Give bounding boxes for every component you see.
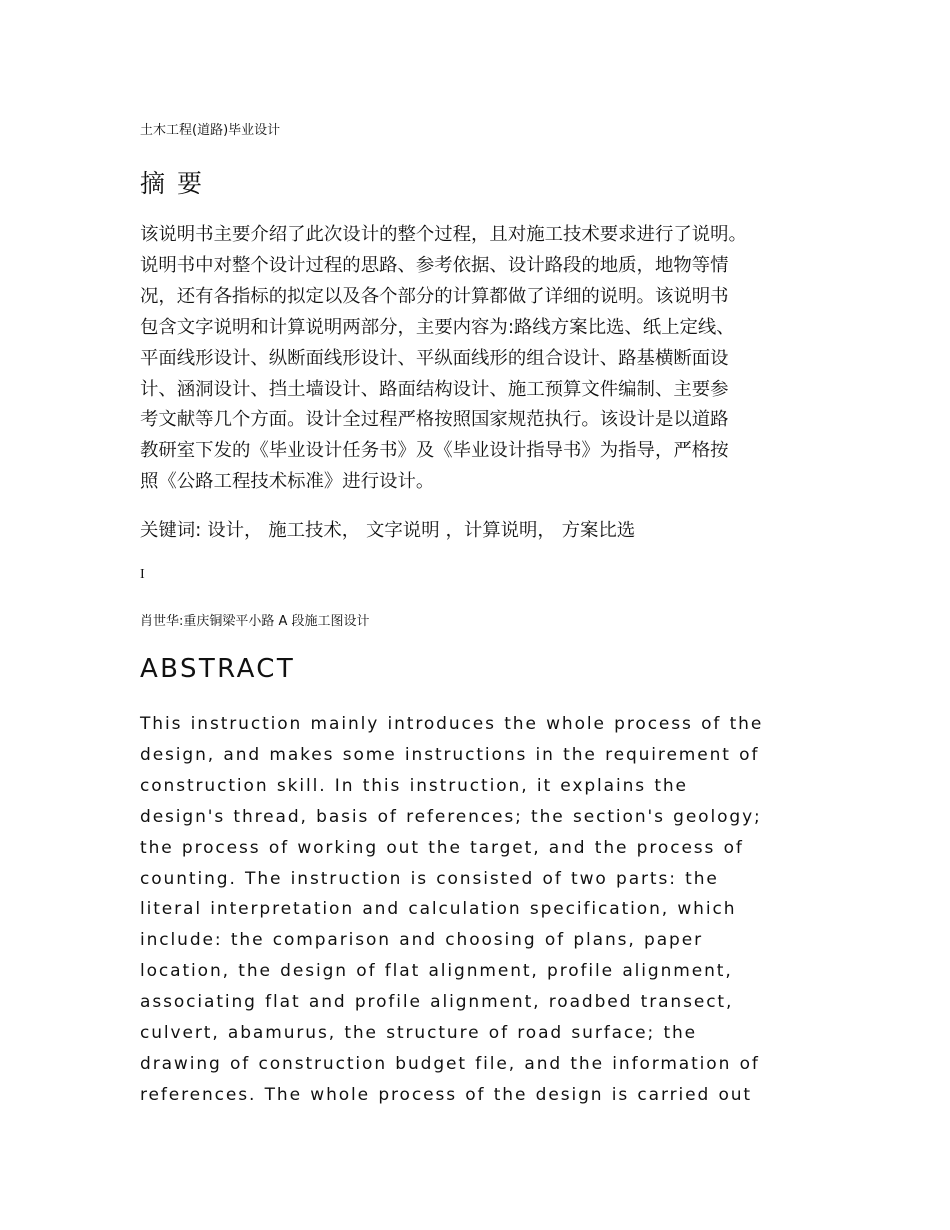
abstract-zh-line: 包含文字说明和计算说明两部分，主要内容为:路线方案比选、纸上定线、 <box>140 316 735 338</box>
running-header-top: 土木工程(道路)毕业设计 <box>140 123 281 138</box>
abstract-en-line: design, and makes some instructions in the requirement of <box>140 744 760 765</box>
running-header-second: 肖世华:重庆铜梁平小路 A 段施工图设计 <box>140 614 370 629</box>
abstract-zh-line: 该说明书主要介绍了此次设计的整个过程，且对施工技术要求进行了说明。 <box>140 224 747 245</box>
abstract-en-line: location, the design of flat alignment, profile alignment, <box>140 961 733 982</box>
abstract-body-en <box>140 709 830 1111</box>
abstract-zh-line: 计、涵洞设计、挡土墙设计、路面结构设计、施工预算文件编制、主要参 <box>140 378 729 400</box>
abstract-en-line: the process of working out the target, and the process of <box>140 837 744 858</box>
abstract-body-zh <box>140 220 830 498</box>
abstract-en-line: culvert, abamurus, the structure of road surface; the <box>140 1023 698 1044</box>
abstract-zh-line: 平面线形设计、纵断面线形设计、平纵面线形的组合设计、路基横断面设 <box>140 347 729 369</box>
page-number: I <box>140 567 145 582</box>
abstract-zh-line: 考文献等几个方面。设计全过程严格按照国家规范执行。该设计是以道路 <box>140 409 729 431</box>
abstract-en-line: associating flat and profile alignment, roadbed transect, <box>140 992 734 1013</box>
abstract-en-line: construction skill. In this instruction, it explains the <box>140 775 688 796</box>
keywords-zh: 关键词: 设计， 施工技术， 文字说明 ，计算说明， 方案比选 <box>140 520 636 541</box>
abstract-en-line: literal interpretation and calculation specification, which <box>140 899 737 920</box>
abstract-en-line: drawing of construction budget file, and the information of <box>140 1053 760 1074</box>
abstract-zh-line: 照《公路工程技术标准》进行设计。 <box>140 471 435 493</box>
abstract-en-line: This instruction mainly introduces the whole process of the <box>140 714 764 734</box>
abstract-en-line: design's thread, basis of references; the section's geology; <box>140 806 762 827</box>
abstract-zh-line: 说明书中对整个设计过程的思路、参考依据、设计路段的地质，地物等情 <box>140 254 729 276</box>
abstract-en-line: references. The whole process of the design is carried out <box>140 1084 752 1105</box>
abstract-title-en: ABSTRACT <box>140 654 296 684</box>
abstract-zh-line: 教研室下发的《毕业设计任务书》及《毕业设计指导书》为指导，严格按 <box>140 440 729 462</box>
abstract-en-line: include: the comparison and choosing of plans, paper <box>140 930 703 951</box>
abstract-title-zh: 摘 要 <box>140 169 204 198</box>
abstract-zh-line: 况，还有各指标的拟定以及各个部分的计算都做了详细的说明。该说明书 <box>140 285 729 307</box>
abstract-en-line: counting. The instruction is consisted of two parts: the <box>140 868 719 889</box>
